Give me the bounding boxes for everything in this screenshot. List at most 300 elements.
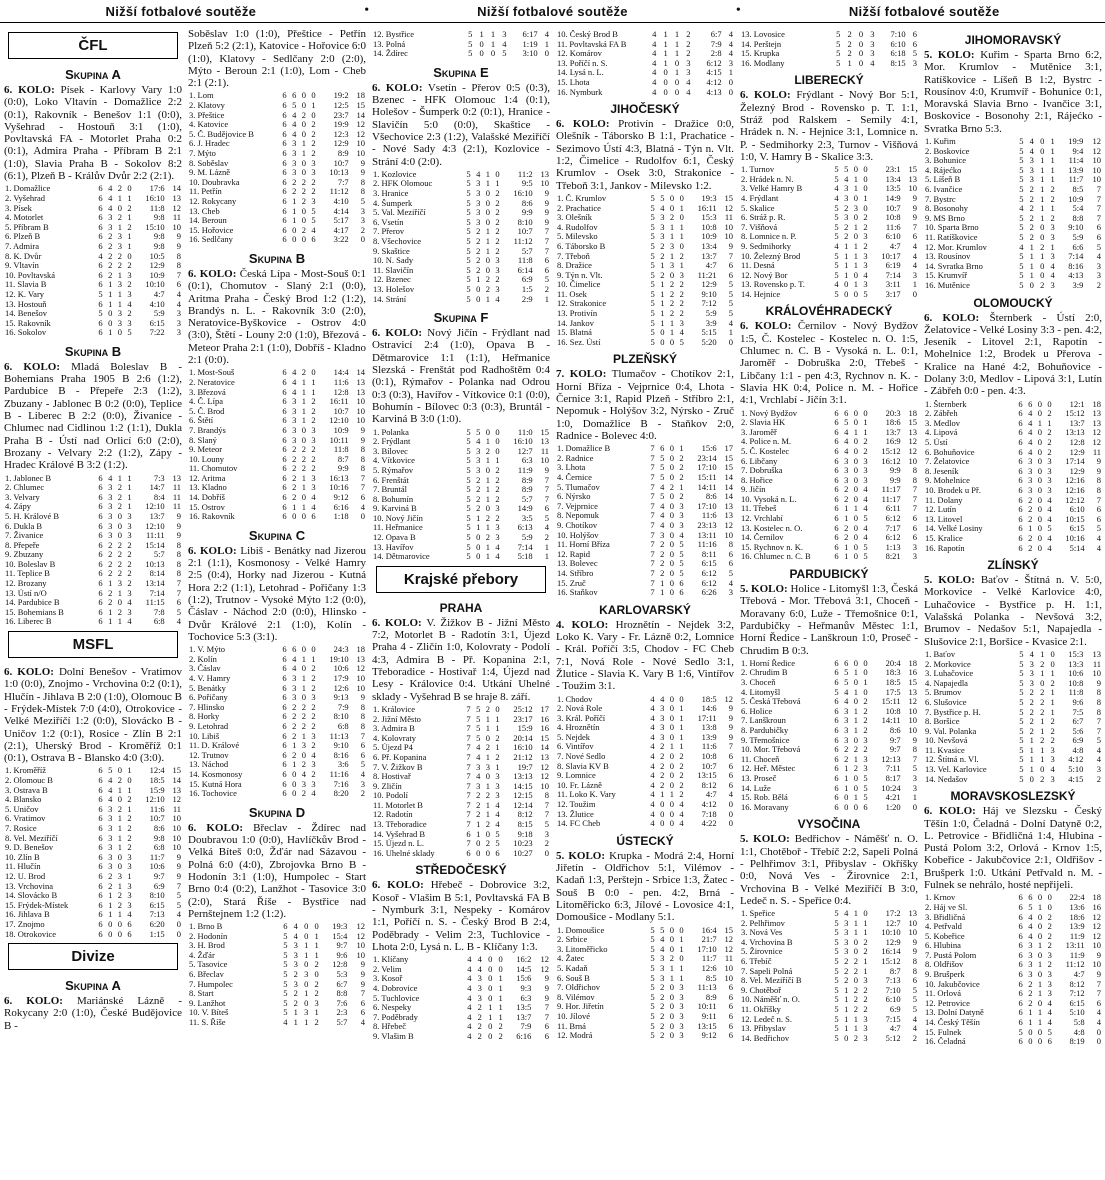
stat-cell: 4 bbox=[679, 808, 684, 819]
team-cell: 10. Náměšť n. O. bbox=[741, 995, 800, 1005]
stat-cell: 3 bbox=[108, 803, 113, 814]
stat-cell: 2 bbox=[311, 740, 316, 751]
stat-cell: 2 bbox=[686, 48, 691, 59]
stat-cell: 4 bbox=[834, 192, 839, 203]
team-cell: 12. Trutnov bbox=[189, 750, 229, 760]
region-title: PRAHA bbox=[439, 600, 483, 615]
stat-cell: 4:12 bbox=[1068, 754, 1084, 765]
stat-cell: 10:24 bbox=[881, 782, 901, 793]
stat-cell: 3 bbox=[1050, 754, 1055, 765]
team-cell: 7. Bruntál bbox=[373, 485, 407, 495]
stat-cell: 0 bbox=[301, 234, 306, 245]
stat-cell: 14:6 bbox=[701, 703, 717, 714]
stat-cell: 5 bbox=[728, 279, 733, 290]
team-cell: 5. Č. Budějovice B bbox=[189, 129, 254, 139]
stat-cell: 3 bbox=[108, 491, 113, 502]
stat-cell: 6 bbox=[728, 751, 733, 762]
stat-cell: 3 bbox=[844, 705, 849, 716]
standings-table bbox=[188, 645, 366, 799]
team-cell: 14. Dobříš bbox=[189, 493, 225, 503]
stat-cell: 3 bbox=[476, 188, 481, 199]
stat-cell: 0 bbox=[117, 861, 122, 872]
stat-cell: 2 bbox=[844, 753, 849, 764]
team-cell: 11. Choceň bbox=[741, 754, 780, 764]
stat-cell: 0 bbox=[853, 975, 858, 986]
stat-cell: 7 bbox=[466, 790, 471, 801]
stat-cell: 7 bbox=[650, 548, 655, 559]
stat-cell: 3 bbox=[311, 472, 316, 483]
team-cell: 8. K. Dvůr bbox=[5, 251, 42, 261]
stat-cell: 2:8 bbox=[710, 48, 722, 59]
stat-cell: 6:7 bbox=[710, 29, 722, 39]
stat-cell: 18 bbox=[908, 657, 917, 668]
stat-cell: 2 bbox=[108, 558, 113, 569]
stat-cell: 12:7 bbox=[885, 917, 901, 928]
stat-cell: 1 bbox=[679, 722, 684, 733]
stat-cell: 1 bbox=[485, 293, 490, 304]
stat-cell: 11:6 bbox=[333, 376, 349, 387]
team-cell: 8. Hořice bbox=[741, 475, 773, 485]
team-cell: 10. Podolí bbox=[373, 791, 408, 801]
stat-cell: 0 bbox=[660, 799, 665, 810]
stat-cell: 0 bbox=[853, 436, 858, 447]
stat-cell: 5 bbox=[1019, 174, 1024, 185]
round-label: 6. KOLO: bbox=[372, 616, 422, 629]
stat-cell: 6 bbox=[1018, 485, 1023, 495]
stat-cell: 0 bbox=[488, 1021, 493, 1032]
stat-cell: 6 bbox=[1018, 1007, 1023, 1018]
stat-cell: 3 bbox=[679, 500, 684, 511]
stat-cell: 3 bbox=[1028, 485, 1033, 495]
team-cell: 12. Toužim bbox=[557, 800, 596, 810]
stat-cell: 2 bbox=[844, 965, 849, 976]
stat-cell: 7:12 bbox=[701, 298, 717, 309]
results-text: 6. KOLO: Černilov - Nový Bydžov 1:5, Č. Kostelec - Kostelec n. O. 1:5, Chlumec n. C. B - Vysoká n. L. 0:1, Jaroměř - Dobruška 2:0, Třebeš - Libčany 1:1 - pen 4:3, Rychnov n. K. - Slavia HK 0:4, Police n. M. - Hořice 4:1, Vrchlabí - Jičín 3:1. bbox=[740, 320, 918, 407]
stat-cell: 3 bbox=[476, 216, 481, 227]
stat-cell: 6 bbox=[98, 822, 103, 833]
stat-cell: 3 bbox=[292, 673, 297, 684]
team-cell: 14. Svratka Brno bbox=[925, 261, 983, 271]
stat-cell: 7 bbox=[544, 474, 549, 485]
stat-cell: 6 bbox=[282, 768, 287, 779]
stat-cell: 5 bbox=[466, 474, 471, 485]
stat-cell: 5 bbox=[834, 173, 839, 184]
stat-cell: 2 bbox=[853, 1032, 858, 1043]
team-cell: 9. Jičín bbox=[741, 485, 766, 495]
stat-cell: 0 bbox=[679, 924, 684, 935]
stat-cell: 0 bbox=[1037, 969, 1043, 980]
stat-cell: 3 bbox=[912, 541, 917, 552]
stat-cell: 4 bbox=[1096, 542, 1101, 553]
stat-cell: 18 bbox=[908, 407, 917, 418]
team-cell: 5. Újezd P4 bbox=[373, 743, 413, 753]
stat-cell: 1 bbox=[490, 29, 496, 39]
stat-cell: 0 bbox=[844, 279, 849, 290]
team-cell: 1. Chodov bbox=[557, 694, 593, 704]
stat-cell: 1 bbox=[853, 917, 858, 928]
stat-cell: 0 bbox=[485, 426, 490, 437]
team-cell: 5. Skalice bbox=[741, 203, 775, 213]
stat-cell: 6:9 bbox=[153, 880, 165, 891]
round-label: 6. KOLO: bbox=[372, 327, 423, 340]
stat-cell: 5 bbox=[466, 484, 471, 495]
standings-table bbox=[556, 695, 734, 829]
stat-cell: 17:9 bbox=[333, 673, 349, 684]
stat-cell: 4 bbox=[1050, 764, 1055, 775]
stat-cell: 0 bbox=[853, 551, 858, 562]
stat-cell: 2 bbox=[108, 870, 113, 881]
team-cell: 14. FC Cheb bbox=[557, 819, 601, 829]
stat-cell: 6:12 bbox=[701, 577, 717, 588]
stat-cell: 0 bbox=[1040, 145, 1045, 156]
stat-cell: 4 bbox=[660, 510, 665, 521]
team-cell: 9. Val. Polanka bbox=[925, 726, 977, 736]
stat-cell: 10 bbox=[356, 949, 365, 960]
stat-cell: 9 bbox=[176, 861, 181, 872]
stat-cell: 5 bbox=[544, 819, 549, 830]
stat-cell: 9 bbox=[176, 240, 181, 251]
stat-cell: 6 bbox=[1018, 504, 1023, 515]
stat-cell: 8 bbox=[360, 711, 365, 722]
stat-cell: 13 bbox=[540, 436, 549, 447]
stat-cell: 5 bbox=[834, 212, 839, 223]
stat-cell: 4:10 bbox=[149, 298, 165, 309]
stat-cell: 7 bbox=[466, 761, 471, 772]
team-cell: 5. Tasovice bbox=[189, 960, 228, 970]
stat-cell: 11:13 bbox=[697, 982, 717, 993]
stat-cell: 6 bbox=[98, 890, 103, 901]
stat-cell: 5 bbox=[650, 991, 655, 1002]
stat-cell: 7 bbox=[1096, 184, 1101, 195]
stat-cell: 9:6 bbox=[1072, 696, 1084, 707]
stat-cell: 6 bbox=[844, 657, 849, 668]
stat-cell: 1 bbox=[108, 298, 113, 309]
stat-cell: 1 bbox=[912, 279, 917, 290]
stat-cell: 7:14 bbox=[517, 541, 533, 552]
round-label: 6. KOLO: bbox=[372, 81, 423, 94]
team-cell: 13. Litovel bbox=[925, 514, 963, 524]
stat-cell: 15:6 bbox=[516, 973, 532, 984]
stat-cell: 1 bbox=[1037, 1017, 1043, 1028]
team-cell: 12. Strakonice bbox=[557, 299, 607, 309]
stat-cell: 4 bbox=[1028, 437, 1033, 448]
stat-cell: 10 bbox=[356, 415, 365, 426]
stat-cell: 7 bbox=[650, 529, 655, 540]
stat-cell: 0 bbox=[1047, 398, 1052, 409]
stat-cell: 12 bbox=[1092, 930, 1101, 941]
table-row bbox=[188, 512, 366, 522]
stat-cell: 9 bbox=[728, 722, 733, 733]
stat-cell: 3 bbox=[108, 221, 113, 232]
stat-cell: 1:19 bbox=[522, 38, 538, 49]
stat-cell: 12:16 bbox=[1065, 485, 1085, 495]
stat-cell: 9 bbox=[544, 216, 549, 227]
group-title: Skupina B bbox=[248, 250, 306, 266]
team-cell: 8. Horky bbox=[189, 712, 220, 722]
stat-cell: 6 bbox=[98, 212, 103, 223]
stat-cell: 2 bbox=[679, 279, 684, 290]
stat-cell: 0 bbox=[1037, 949, 1043, 960]
stat-cell: 2 bbox=[311, 148, 316, 159]
team-cell: 3. Jaroměř bbox=[741, 427, 777, 437]
stat-cell: 2 bbox=[127, 842, 132, 853]
stat-cell: 2 bbox=[679, 452, 684, 463]
stat-cell: 10:9 bbox=[149, 269, 165, 280]
stat-cell: 10:6 bbox=[333, 663, 349, 674]
stat-cell: 0 bbox=[1040, 232, 1045, 243]
stat-cell: 0 bbox=[1040, 677, 1045, 688]
table-row bbox=[372, 1032, 550, 1042]
stat-cell: 7:14 bbox=[1068, 251, 1084, 262]
stat-cell: 2 bbox=[679, 751, 684, 762]
stat-cell: 4 bbox=[650, 808, 655, 819]
stat-cell: 3 bbox=[660, 953, 665, 964]
stat-cell: 4 bbox=[495, 799, 500, 810]
stat-cell: 2 bbox=[127, 822, 132, 833]
stat-cell: 12 bbox=[1092, 437, 1101, 448]
stat-cell: 3 bbox=[127, 861, 132, 872]
stat-cell: 2 bbox=[476, 236, 481, 247]
stat-cell: 4 bbox=[467, 963, 472, 974]
stat-cell: 9 bbox=[1096, 456, 1101, 467]
stat-cell: 3 bbox=[728, 57, 733, 68]
stat-cell: 8:16 bbox=[333, 749, 349, 760]
team-cell: 2. Slavia HK bbox=[741, 418, 786, 428]
standings-table bbox=[924, 400, 1102, 554]
stat-cell: 0 bbox=[728, 76, 733, 87]
team-cell: 18. Otrokovice bbox=[5, 929, 56, 939]
stat-cell: 6 bbox=[728, 1010, 733, 1021]
stat-cell: 7 bbox=[1096, 978, 1101, 989]
stat-cell: 4 bbox=[176, 288, 181, 299]
stat-cell: 1 bbox=[544, 541, 549, 552]
stat-cell: 5:10 bbox=[1068, 764, 1084, 775]
stat-cell: 6 bbox=[98, 842, 103, 853]
section-title: Nižší fotbalové soutěže bbox=[477, 3, 628, 19]
stat-cell: 3 bbox=[292, 148, 297, 159]
stat-cell: 0 bbox=[1037, 475, 1042, 486]
team-cell: 3. Hranice bbox=[373, 189, 409, 199]
stat-cell: 1 bbox=[853, 250, 858, 261]
stat-cell: 2 bbox=[863, 212, 868, 223]
stat-cell: 1 bbox=[679, 962, 684, 973]
stat-cell: 1 bbox=[674, 38, 680, 49]
stat-cell: 3 bbox=[1050, 232, 1055, 243]
stat-cell: 3 bbox=[311, 730, 316, 741]
stat-cell: 6 bbox=[282, 157, 287, 168]
stat-cell: 2 bbox=[1047, 446, 1052, 457]
stat-cell: 1 bbox=[544, 551, 549, 562]
stat-cell: 3 bbox=[863, 279, 868, 290]
stat-cell: 3 bbox=[292, 138, 297, 149]
stat-cell: 3 bbox=[679, 519, 684, 530]
stat-cell: 4 bbox=[1029, 145, 1034, 156]
stat-cell: 6 bbox=[127, 928, 132, 939]
stat-cell: 0 bbox=[117, 510, 122, 521]
stat-cell: 4:15 bbox=[1068, 773, 1084, 784]
stat-cell: 7:17 bbox=[885, 522, 901, 533]
stat-cell: 3 bbox=[1028, 456, 1033, 467]
stat-cell: 2 bbox=[1047, 930, 1052, 941]
stat-cell: 2 bbox=[660, 1001, 665, 1012]
stat-cell: 3 bbox=[679, 1010, 684, 1021]
stat-cell: 4 bbox=[1047, 542, 1052, 553]
stat-cell: 6 bbox=[98, 597, 103, 608]
stat-cell: 3 bbox=[863, 231, 868, 242]
stat-cell: 4 bbox=[1096, 754, 1101, 765]
team-cell: 11. Slavičín bbox=[373, 265, 414, 275]
stat-cell: 7 bbox=[466, 819, 471, 830]
stat-cell: 14:4 bbox=[333, 367, 349, 378]
stat-cell: 3 bbox=[863, 455, 868, 466]
stat-cell: 4 bbox=[292, 119, 297, 130]
team-cell: 6. Př. Kopanina bbox=[373, 752, 427, 762]
stat-cell: 5 bbox=[834, 956, 839, 967]
stat-cell: 2 bbox=[495, 484, 500, 495]
team-cell: 3. Velké Hamry B bbox=[741, 184, 803, 194]
stat-cell: 9 bbox=[912, 192, 917, 203]
team-cell: 10. Louny bbox=[189, 454, 224, 464]
stat-cell: 1 bbox=[108, 606, 113, 617]
stat-cell: 3 bbox=[108, 861, 113, 872]
stat-cell: 5 bbox=[834, 946, 839, 957]
stat-cell: 1 bbox=[127, 501, 132, 512]
stat-cell: 0 bbox=[117, 202, 122, 213]
stat-cell: 0 bbox=[669, 443, 674, 454]
stat-cell: 5 bbox=[108, 765, 113, 776]
stat-cell: 7:7 bbox=[337, 176, 349, 187]
stat-cell: 11:13 bbox=[329, 730, 349, 741]
stat-cell: 2 bbox=[477, 1030, 482, 1041]
stat-cell: 1 bbox=[844, 1023, 849, 1034]
team-cell: 6. Vratimov bbox=[5, 814, 46, 824]
stat-cell: 3 bbox=[844, 734, 849, 745]
stat-cell: 8:9 bbox=[705, 991, 717, 1002]
stat-cell: 3 bbox=[502, 29, 507, 39]
stat-cell: 1 bbox=[117, 842, 122, 853]
stat-cell: 24:3 bbox=[333, 644, 349, 655]
round-label: 6. KOLO: bbox=[924, 311, 980, 324]
stat-cell: 8:7 bbox=[337, 453, 349, 464]
stat-cell: 13:15 bbox=[697, 770, 717, 781]
team-cell: 12. Bystřice bbox=[373, 30, 415, 39]
stat-cell: 12:9 bbox=[1069, 446, 1085, 457]
stat-cell: 10 bbox=[908, 183, 917, 194]
team-cell: 15. Ostrov bbox=[189, 502, 225, 512]
stat-cell: 9 bbox=[544, 197, 549, 208]
stat-cell: 5 bbox=[1019, 735, 1024, 746]
team-cell: 13. Žlutice bbox=[557, 809, 594, 819]
stat-cell: 7 bbox=[360, 472, 365, 483]
stat-cell: 6 bbox=[834, 734, 839, 745]
stat-cell: 4 bbox=[311, 492, 316, 503]
team-cell: 13. Havířov bbox=[373, 542, 414, 552]
stat-cell: 2 bbox=[117, 558, 122, 569]
stat-cell: 13:3 bbox=[1068, 658, 1084, 669]
stat-cell: 9 bbox=[912, 936, 917, 947]
stat-cell: 2 bbox=[476, 809, 481, 820]
stat-cell: 4 bbox=[1028, 427, 1033, 438]
stat-cell: 4:22 bbox=[701, 818, 717, 829]
stat-cell: 1 bbox=[1050, 145, 1055, 156]
stat-cell: 0 bbox=[669, 943, 674, 954]
team-cell: 6. Dukla B bbox=[5, 521, 43, 531]
stat-cell: 3 bbox=[1047, 475, 1052, 486]
stat-cell: 3 bbox=[1029, 658, 1034, 669]
stat-cell: 1 bbox=[1029, 270, 1034, 281]
stat-cell: 1 bbox=[485, 168, 490, 179]
stat-cell: 6 bbox=[834, 696, 839, 707]
stat-cell: 4 bbox=[476, 436, 481, 447]
standings-table bbox=[372, 170, 550, 304]
stat-cell: 16 bbox=[908, 667, 917, 678]
stat-cell: 12:12 bbox=[1065, 494, 1085, 505]
column-6 bbox=[924, 28, 1102, 1178]
stat-cell: 6 bbox=[282, 109, 287, 120]
stat-cell: 0 bbox=[853, 657, 858, 668]
stat-cell: 9 bbox=[728, 712, 733, 723]
stat-cell: 0 bbox=[1037, 892, 1043, 903]
team-cell: 1. Kozlovice bbox=[373, 169, 417, 179]
team-cell: 9. Chotěboř bbox=[741, 985, 782, 995]
stat-cell: 14:9 bbox=[517, 503, 533, 514]
stat-cell: 4 bbox=[1028, 930, 1033, 941]
stat-cell: 1 bbox=[127, 472, 132, 483]
team-cell: 2. Klatovy bbox=[189, 101, 225, 111]
team-cell: 8. Lomnice n. P. bbox=[741, 232, 797, 242]
stat-cell: 3 bbox=[314, 997, 319, 1008]
stat-cell: 3 bbox=[292, 167, 297, 178]
team-cell: 6. Hlubina bbox=[925, 941, 961, 951]
stat-cell: 0 bbox=[1037, 911, 1043, 922]
stat-cell: 17 bbox=[724, 443, 733, 454]
stat-cell: 5 bbox=[863, 513, 868, 524]
stat-cell: 3 bbox=[544, 828, 549, 839]
stat-cell: 6 bbox=[311, 234, 316, 245]
stat-cell: 9 bbox=[912, 734, 917, 745]
stat-cell: 5 bbox=[650, 972, 655, 983]
stat-cell: 1 bbox=[844, 250, 849, 261]
stat-cell: 0 bbox=[301, 424, 306, 435]
stat-cell: 1 bbox=[301, 415, 306, 426]
stat-cell: 1 bbox=[488, 1011, 493, 1022]
stat-cell: 2 bbox=[660, 548, 665, 559]
stat-cell: 13 bbox=[1092, 408, 1101, 419]
stat-cell: 6 bbox=[292, 644, 297, 655]
stat-cell: 4:13 bbox=[1068, 270, 1084, 281]
results-text: 7. KOLO: Tlumačov - Chotíkov 2:1, Horní Bříza - Vejprnice 0:4, Lhota - Černice 3:1, Rapid Plzeň - Stříbro 2:1, Nepomuk - Holýšov 3:2, Nýrsko - Zruč 1:0, Domažlice B - Staňkov 2:0, Radnice - Bolevec 4:0. bbox=[556, 368, 734, 442]
stat-cell: 3 bbox=[1096, 764, 1101, 775]
stat-cell: 7 bbox=[544, 799, 549, 810]
stat-cell: 11 bbox=[172, 491, 181, 502]
region-title: ÚSTECKÝ bbox=[616, 833, 674, 848]
stat-cell: 5 bbox=[476, 713, 481, 724]
results-text: 5. KOLO: Bedřichov - Náměšť n. O. 1:1, Chotěboř - Třebíč 2:2, Sapeli Polná - Pelhřimov 3:1, Přibyslav - Okříšky 0:0, Nová Ves - Žirovnice 2:1, Vrchovina B - Velké Meziříčí B 3:0, Ledeč n. S. - Speřice 0:4. bbox=[740, 833, 918, 907]
stat-cell: 7 bbox=[650, 472, 655, 482]
stat-cell: 12:10 bbox=[145, 520, 165, 531]
stat-cell: 6 bbox=[98, 202, 103, 213]
team-cell: 15. Krumvíř bbox=[925, 271, 968, 281]
stat-cell: 1 bbox=[1029, 251, 1034, 262]
stat-cell: 6 bbox=[282, 148, 287, 159]
stat-cell: 6 bbox=[728, 1001, 733, 1012]
stat-cell: 1 bbox=[301, 396, 306, 407]
stat-cell: 4 bbox=[912, 250, 917, 261]
team-cell: 1. Speřice bbox=[741, 909, 775, 919]
stat-cell: 0 bbox=[1037, 523, 1042, 534]
stat-cell: 5 bbox=[834, 927, 839, 938]
stat-cell: 7 bbox=[650, 587, 655, 598]
